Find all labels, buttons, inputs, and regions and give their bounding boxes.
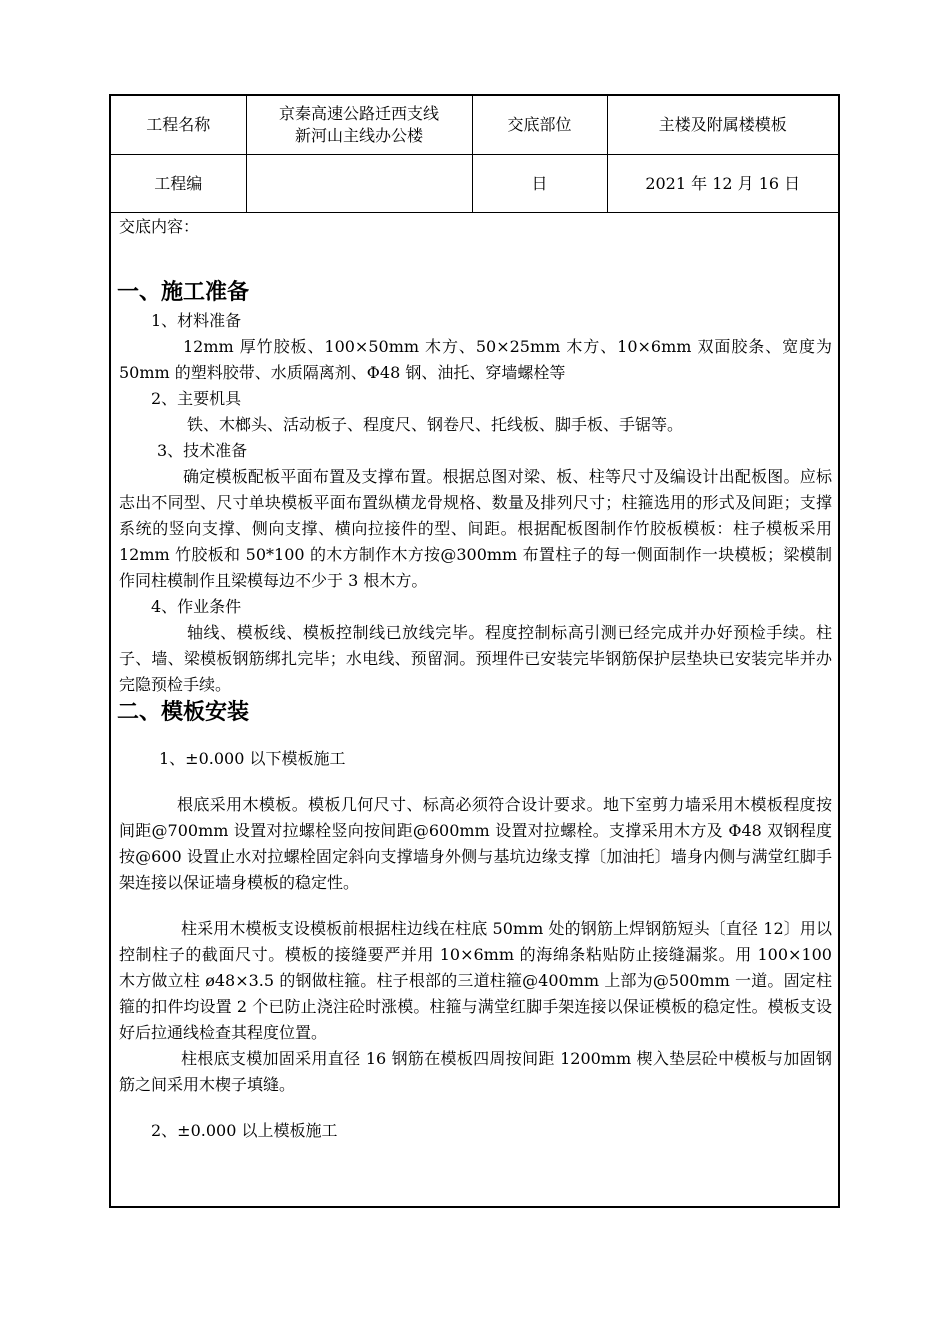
section-1-4-title: 4、作业条件 <box>151 597 242 616</box>
spacer <box>119 772 832 792</box>
spacer <box>119 728 832 746</box>
section-2-2-title: 2、±0.000 以上模板施工 <box>151 1121 338 1140</box>
section-1-3-text: 确定模板配板平面布置及支撑布置。根据总图对梁、板、柱等尺寸及编设计出配板图。应标志出不同型、尺寸单块模板平面布置纵横龙骨规格、数量及排列尺寸；柱箍选用的形式及间距；支撑系统的竖向支撑、侧向支撑、横向拉接件的型、间距。根据配板图制作竹胶板模板：柱子模板采用 12mm 竹胶板和 50*100 的木方制作木方按@300mm 布置柱子的每一侧面制作一块模板；梁模制作同柱模制作且梁模每边不少于 3 根木方。 <box>119 467 832 590</box>
section-2-1-paragraph-3: 柱根底支模加固采用直径 16 钢筋在模板四周按间距 1200mm 楔入垫层砼中模板与加固钢筋之间采用木楔子填缝。 <box>119 1049 832 1094</box>
location-value: 主楼及附属楼模板 <box>607 96 838 155</box>
spacer <box>119 1098 832 1118</box>
section-2-title: 二、模板安装 <box>117 700 250 725</box>
section-1-4-text: 轴线、模板线、模板控制线已放线完毕。程度控制标高引测已经完成并办好预检手续。柱子、墙、梁模板钢筋绑扎完毕；水电线、预留洞。预埋件已安装完毕钢筋保护层垫块已安装完毕并办完隐预检手续。 <box>119 623 832 694</box>
date-value: 2021 年 12 月 16 日 <box>607 155 838 213</box>
section-1-1-title: 1、材料准备 <box>151 311 242 330</box>
content-label: 交底内容： <box>119 217 200 236</box>
disclosure-form <box>109 94 840 1208</box>
section-1-2-text: 铁、木榔头、活动板子、程度尺、钢卷尺、托线板、脚手板、手锯等。 <box>187 415 684 434</box>
location-label: 交底部位 <box>472 96 607 155</box>
header-row-2 <box>111 155 838 213</box>
project-no-value <box>246 155 472 213</box>
section-1-1-text: 12mm 厚竹胶板、100×50mm 木方、50×25mm 木方、10×6mm 双面胶条、宽度为 50mm 的塑料胶带、水质隔离剂、Φ48 钢、油托、穿墙螺栓等 <box>119 337 832 382</box>
disclosure-content <box>111 214 838 1144</box>
header-table <box>111 96 838 213</box>
project-name-label: 工程名称 <box>111 96 246 155</box>
project-name-value <box>246 96 472 155</box>
project-no-label: 工程编 <box>111 155 246 213</box>
section-1-title: 一、施工准备 <box>117 280 250 305</box>
spacer <box>119 896 832 916</box>
section-2-1-paragraph-1: 根底采用木模板。模板几何尺寸、标高必须符合设计要求。地下室剪力墙采用木模板程度按间距@700mm 设置对拉螺栓竖向按间距@600mm 设置对拉螺栓。支撑采用木方及 Φ48 双钢程度按@600 设置止水对拉螺栓固定斜向支撑墙身外侧与基坑边缘支撑〔加油托〕墙身内侧与满堂红脚手架连接以保证墙身模板的稳定性。 <box>119 795 832 892</box>
date-label: 日 <box>472 155 607 213</box>
section-2-1-title: 1、±0.000 以下模板施工 <box>159 749 346 768</box>
header-row-1 <box>111 96 838 155</box>
section-1-3-title: 3、技术准备 <box>157 441 248 460</box>
section-1-2-title: 2、主要机具 <box>151 389 242 408</box>
section-2-1-paragraph-2: 柱采用木模板支设模板前根据柱边线在柱底 50mm 处的钢筋上焊钢筋短头〔直径 12〕用以控制柱子的截面尺寸。模板的接缝要严并用 10×6mm 的海绵条粘贴防止接缝漏浆。用 100×100 木方做立柱 ø48×3.5 的钢做柱箍。柱子根部的三道柱箍@400mm 上部为@500mm 一道。固定柱箍的扣件均设置 2 个已防止浇注砼时涨模。柱箍与满堂红脚手架连接以保证模板的稳定性。模板支设好后拉通线检查其程度位置。 <box>119 919 832 1042</box>
project-name-line1: 京秦高速公路迁西支线 <box>278 104 439 123</box>
project-name-line2: 新河山主线办公楼 <box>294 126 423 145</box>
